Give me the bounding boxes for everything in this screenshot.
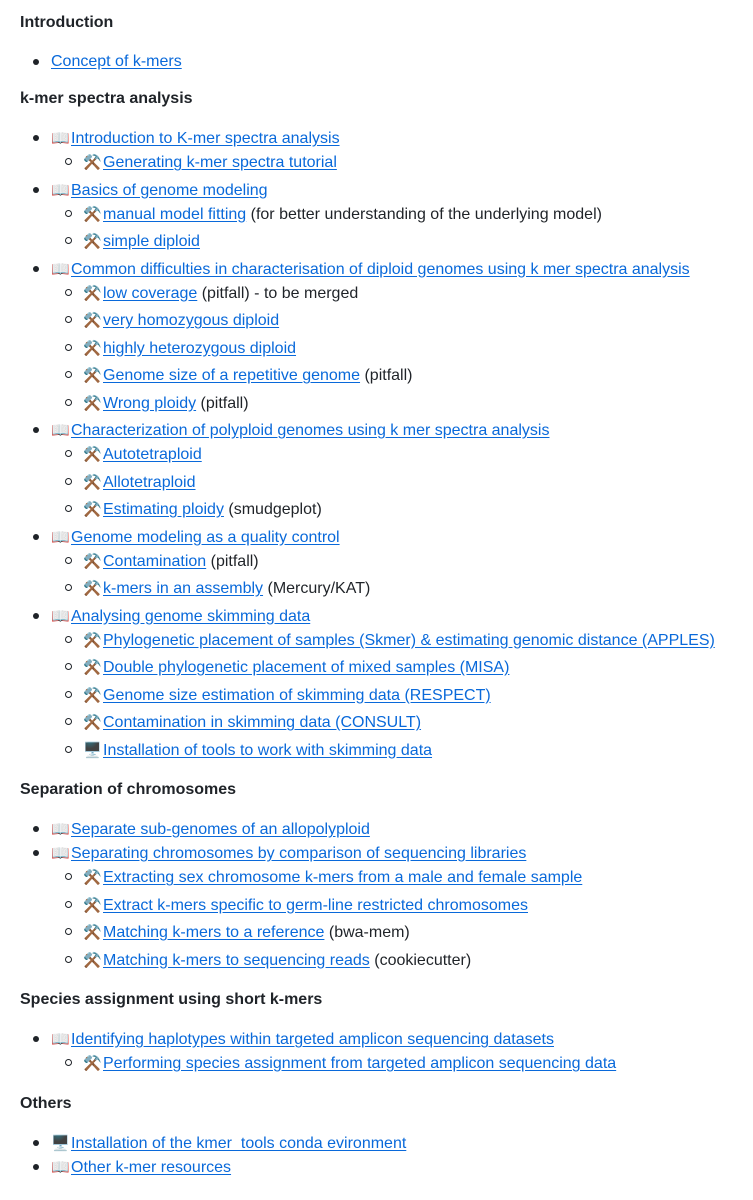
hammer-pick-icon: ⚒️ [83, 232, 102, 250]
doc-link[interactable]: Contamination in skimming data (CONSULT) [103, 714, 422, 731]
section-heading: k-mer spectra analysis [20, 90, 193, 107]
sub-list-item [20, 392, 753, 420]
doc-link[interactable]: manual model fitting [103, 205, 247, 223]
book-icon: 📖 [51, 1030, 70, 1048]
list-item [20, 1156, 753, 1180]
sub-list-item [20, 921, 753, 949]
sub-list-item [20, 684, 753, 712]
doc-link[interactable]: Generating k-mer spectra tutorial [103, 154, 337, 171]
doc-link[interactable]: Other k-mer resources [71, 1158, 232, 1176]
link-note: (pitfall) [196, 394, 249, 412]
doc-link[interactable]: Installation of tools to work with skimming data [103, 741, 433, 759]
section-heading: Species assignment using short k-mers [20, 991, 323, 1008]
hammer-pick-icon: ⚒️ [83, 204, 102, 223]
doc-link[interactable]: Characterization of polyploid genomes using k mer spectra analysis [71, 422, 550, 439]
bullet-list [20, 127, 753, 766]
section [20, 12, 753, 75]
doc-link[interactable]: simple diploid [103, 233, 200, 250]
doc-link[interactable]: Matching k-mers to sequencing reads [103, 951, 370, 969]
list-item [20, 605, 753, 767]
bullet-list [20, 1132, 753, 1180]
doc-link[interactable]: Autotetraploid [103, 446, 202, 463]
hammer-pick-icon: ⚒️ [83, 366, 102, 384]
link-note: (pitfall) - to be merged [197, 284, 359, 302]
book-icon: 📖 [51, 606, 70, 625]
sub-list [51, 1052, 753, 1080]
doc-link[interactable]: Analysing genome skimming data [71, 607, 311, 625]
list-item [20, 818, 753, 842]
doc-link[interactable]: Introduction to K-mer spectra analysis [71, 130, 340, 147]
doc-link[interactable]: Installation of the kmer_tools conda evironment [71, 1134, 407, 1152]
doc-link[interactable]: Matching k-mers to a reference [103, 924, 325, 941]
hammer-pick-icon: ⚒️ [83, 283, 102, 302]
doc-link[interactable]: Double phylogenetic placement of mixed samples (MISA) [103, 659, 510, 676]
section [20, 989, 753, 1080]
doc-link[interactable]: Genome size estimation of skimming data (RESPECT) [103, 686, 491, 704]
book-icon: 📖 [51, 527, 70, 546]
doc-link[interactable]: Genome modeling as a quality control [71, 528, 340, 546]
hammer-pick-icon: ⚒️ [83, 551, 102, 570]
list-item [20, 258, 753, 420]
hammer-pick-icon: ⚒️ [83, 472, 102, 491]
list-item [20, 842, 753, 976]
book-icon: 📖 [51, 1157, 70, 1176]
sub-list-item [20, 894, 753, 922]
sub-list-item [20, 337, 753, 365]
link-note: (bwa-mem) [324, 924, 410, 941]
sub-list [51, 151, 753, 179]
book-icon: 📖 [51, 421, 70, 439]
sub-list-item [20, 656, 753, 684]
book-icon: 📖 [51, 820, 70, 838]
hammer-pick-icon: ⚒️ [83, 950, 102, 969]
link-note: (pitfall) [206, 552, 259, 570]
section-heading: Introduction [20, 14, 114, 31]
doc-link[interactable]: Phylogenetic placement of samples (Skmer) & estimating genomic distance (APPLES) [103, 631, 715, 649]
sub-list-item [20, 866, 753, 894]
sub-list-item [20, 949, 753, 977]
sub-list-item [20, 471, 753, 499]
section-heading: Separation of chromosomes [20, 781, 237, 798]
doc-link[interactable]: Estimating ploidy [103, 501, 224, 518]
doc-link[interactable]: Extract k-mers specific to germ-line restricted chromosomes [103, 896, 528, 914]
sub-list-item [20, 629, 753, 657]
doc-link[interactable]: Allotetraploid [103, 473, 196, 491]
sub-list-item [20, 1052, 753, 1080]
list-item [20, 419, 753, 526]
sub-list [51, 443, 753, 526]
hammer-pick-icon: ⚒️ [83, 311, 102, 329]
hammer-pick-icon: ⚒️ [83, 338, 102, 357]
list-item [20, 179, 753, 258]
sub-list-item [20, 230, 753, 258]
sub-list-item [20, 364, 753, 392]
list-item [20, 127, 753, 179]
sub-list-item [20, 151, 753, 179]
book-icon: 📖 [51, 129, 70, 147]
section [20, 88, 753, 766]
sub-list [51, 282, 753, 420]
doc-link[interactable]: Separating chromosomes by comparison of sequencing libraries [71, 845, 527, 862]
section [20, 1093, 753, 1180]
book-icon: 📖 [51, 844, 70, 862]
hammer-pick-icon: ⚒️ [83, 895, 102, 914]
link-note: (for better understanding of the underlying model) [246, 205, 602, 223]
bullet-list [20, 51, 753, 75]
doc-link[interactable]: Genome size of a repetitive genome [103, 367, 361, 384]
book-icon: 📖 [51, 180, 70, 199]
bullet-list [20, 1028, 753, 1080]
doc-link[interactable]: Extracting sex chromosome k-mers from a male and female sample [103, 869, 583, 886]
doc-link[interactable]: Wrong ploidy [103, 394, 197, 412]
hammer-pick-icon: ⚒️ [83, 713, 102, 731]
hammer-pick-icon: ⚒️ [83, 923, 102, 941]
doc-link[interactable]: Separate sub-genomes of an allopolyploid [71, 821, 370, 838]
sub-list-item [20, 443, 753, 471]
hammer-pick-icon: ⚒️ [83, 868, 102, 886]
sub-list-item [20, 282, 753, 310]
hammer-pick-icon: ⚒️ [83, 393, 102, 412]
doc-link[interactable]: Contamination [103, 552, 207, 570]
list-item [20, 1132, 753, 1156]
sub-list-item [20, 577, 753, 605]
hammer-pick-icon: ⚒️ [83, 658, 102, 676]
desktop-computer-icon: 🖥️ [51, 1133, 70, 1152]
hammer-pick-icon: ⚒️ [83, 579, 102, 597]
book-icon: 📖 [51, 259, 70, 278]
sub-list-item [20, 203, 753, 231]
hammer-pick-icon: ⚒️ [83, 500, 102, 518]
sub-list [51, 629, 753, 767]
sub-list [51, 550, 753, 605]
list-item [20, 1028, 753, 1080]
doc-link[interactable]: Common difficulties in characterisation of diploid genomes using k mer spectra analysis [71, 260, 690, 278]
sub-list-item [20, 498, 753, 526]
doc-link[interactable]: low coverage [103, 284, 198, 302]
bullet-list [20, 818, 753, 976]
doc-link[interactable]: very homozygous diploid [103, 312, 280, 329]
link-note: (smudgeplot) [223, 501, 322, 518]
doc-link[interactable]: Identifying haplotypes within targeted amplicon sequencing datasets [71, 1031, 554, 1048]
sub-list-item [20, 711, 753, 739]
hammer-pick-icon: ⚒️ [83, 153, 102, 171]
desktop-computer-icon: 🖥️ [83, 740, 102, 759]
doc-link[interactable]: k-mers in an assembly [103, 580, 264, 597]
section [20, 779, 753, 976]
link-note: (pitfall) [360, 367, 413, 384]
link-note: (Mercury/KAT) [263, 580, 371, 597]
link-note: (cookiecutter) [369, 951, 472, 969]
sub-list [51, 866, 753, 976]
doc-link[interactable]: highly heterozygous diploid [103, 339, 297, 357]
sub-list-item [20, 309, 753, 337]
section-heading: Others [20, 1094, 72, 1112]
hammer-pick-icon: ⚒️ [83, 445, 102, 463]
list-item [20, 526, 753, 605]
doc-link[interactable]: Performing species assignment from targeted amplicon sequencing data [103, 1055, 617, 1072]
hammer-pick-icon: ⚒️ [83, 630, 102, 649]
hammer-pick-icon: ⚒️ [83, 1054, 102, 1072]
sub-list-item [20, 739, 753, 767]
doc-link[interactable]: Concept of k-mers [51, 53, 182, 70]
sub-list-item [20, 550, 753, 578]
doc-link[interactable]: Basics of genome modeling [71, 181, 268, 199]
list-item [20, 51, 753, 75]
hammer-pick-icon: ⚒️ [83, 685, 102, 704]
sub-list [51, 203, 753, 258]
